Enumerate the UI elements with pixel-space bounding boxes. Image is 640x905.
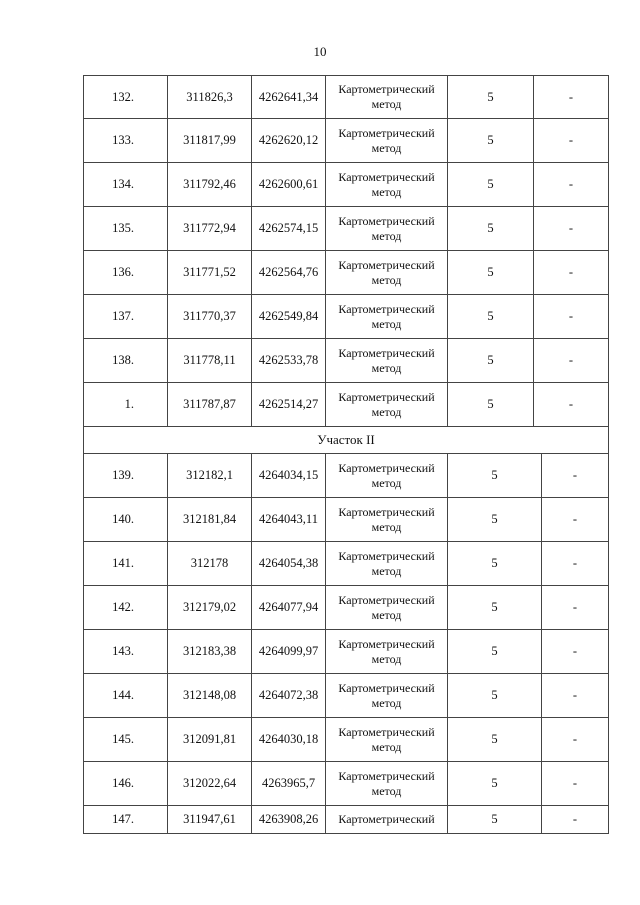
note-cell: - [568,221,574,235]
point-number-cell: 132. [84,76,168,118]
table-row [83,762,609,806]
note-cell: - [568,265,574,279]
point-number-cell: 133. [84,119,168,162]
point-number-cell: 139. [84,454,168,497]
x-coordinate-cell: 311770,37 [168,295,252,338]
note-cell: - [572,776,578,790]
x-coordinate-cell: 311772,94 [168,207,252,250]
y-coordinate-cell: 4264043,11 [252,498,326,541]
accuracy-cell: 5 [448,674,542,717]
y-coordinate-cell: 4262600,61 [252,163,326,206]
y-coordinate-cell: 4264054,38 [252,542,326,585]
section-title-row [83,427,609,454]
accuracy-cell: 5 [448,806,542,833]
y-coordinate-cell: 4264077,94 [252,586,326,629]
accuracy-cell: 5 [448,339,534,382]
method-cell: Картометрический метод [326,542,448,585]
method-cell: Картометрический метод [326,454,448,497]
point-number-cell: 137. [84,295,168,338]
point-number-cell: 136. [84,251,168,294]
accuracy-cell: 5 [448,542,542,585]
x-coordinate-cell: 311947,61 [168,806,252,833]
y-coordinate-cell: 4264072,38 [252,674,326,717]
accuracy-cell: 5 [448,251,534,294]
note-cell: - [572,512,578,526]
method-cell: Картометрический метод [326,674,448,717]
y-coordinate-cell: 4264099,97 [252,630,326,673]
point-number-cell: 144. [84,674,168,717]
table-row [83,454,609,498]
note-cell: - [572,468,578,482]
y-coordinate-cell: 4262620,12 [252,119,326,162]
point-number-cell: 140. [84,498,168,541]
accuracy-cell: 5 [448,119,534,162]
x-coordinate-cell: 312148,08 [168,674,252,717]
method-cell: Картометрический метод [326,586,448,629]
point-number-cell: 141. [84,542,168,585]
method-cell: Картометрический метод [326,383,448,426]
y-coordinate-cell: 4262564,76 [252,251,326,294]
method-cell: Картометрический метод [326,762,448,805]
note-cell: - [568,177,574,191]
accuracy-cell: 5 [448,454,542,497]
section-1-rows [83,75,609,427]
x-coordinate-cell: 312178 [168,542,252,585]
y-coordinate-cell: 4262549,84 [252,295,326,338]
accuracy-cell: 5 [448,207,534,250]
accuracy-cell: 5 [448,163,534,206]
method-cell: Картометрический метод [326,295,448,338]
table-row [83,251,609,295]
accuracy-cell: 5 [448,383,534,426]
x-coordinate-cell: 311826,3 [168,76,252,118]
method-cell: Картометрический метод [326,119,448,162]
method-cell: Картометрический [326,806,448,833]
point-number-cell: 134. [84,163,168,206]
point-number-cell: 145. [84,718,168,761]
point-number-cell: 147. [84,806,168,833]
point-number-cell: 142. [84,586,168,629]
table-row [83,163,609,207]
table-row [83,295,609,339]
note-cell: - [568,309,574,323]
table-row [83,383,609,427]
x-coordinate-cell: 312181,84 [168,498,252,541]
method-cell: Картометрический метод [326,498,448,541]
method-cell: Картометрический метод [326,76,448,118]
note-cell: - [568,89,574,104]
y-coordinate-cell: 4262641,34 [252,76,326,118]
y-coordinate-cell: 4263908,26 [252,806,326,833]
note-cell: - [572,732,578,746]
y-coordinate-cell: 4262574,15 [252,207,326,250]
note-cell: - [568,133,574,147]
y-coordinate-cell: 4264030,18 [252,718,326,761]
method-cell: Картометрический метод [326,630,448,673]
table-row [83,718,609,762]
x-coordinate-cell: 312183,38 [168,630,252,673]
y-coordinate-cell: 4262533,78 [252,339,326,382]
method-cell: Картометрический метод [326,251,448,294]
accuracy-cell: 5 [448,295,534,338]
note-cell: - [572,556,578,570]
table-row [83,630,609,674]
table-row [83,207,609,251]
accuracy-cell: 5 [448,498,542,541]
note-cell: - [572,600,578,614]
coordinates-table [83,75,609,834]
x-coordinate-cell: 312022,64 [168,762,252,805]
point-number-cell: 135. [84,207,168,250]
point-number-cell: 138. [84,339,168,382]
accuracy-cell: 5 [448,76,534,118]
x-coordinate-cell: 311778,11 [168,339,252,382]
table-row [83,75,609,119]
method-cell: Картометрический метод [326,207,448,250]
table-row [83,542,609,586]
y-coordinate-cell: 4262514,27 [252,383,326,426]
accuracy-cell: 5 [448,762,542,805]
accuracy-cell: 5 [448,586,542,629]
note-cell: - [568,353,574,367]
x-coordinate-cell: 311792,46 [168,163,252,206]
method-cell: Картометрический метод [326,163,448,206]
y-coordinate-cell: 4264034,15 [252,454,326,497]
accuracy-cell: 5 [448,630,542,673]
x-coordinate-cell: 311817,99 [168,119,252,162]
note-cell: - [572,688,578,702]
point-number-cell: 146. [84,762,168,805]
table-row [83,586,609,630]
x-coordinate-cell: 311787,87 [168,383,252,426]
note-cell: - [568,397,574,411]
x-coordinate-cell: 312182,1 [168,454,252,497]
point-number-cell: 1. [84,383,168,426]
point-number-cell: 143. [84,630,168,673]
table-row [83,806,609,834]
section-2-rows [83,454,609,834]
x-coordinate-cell: 312179,02 [168,586,252,629]
accuracy-cell: 5 [448,718,542,761]
method-cell: Картометрический метод [326,339,448,382]
table-row [83,339,609,383]
x-coordinate-cell: 312091,81 [168,718,252,761]
section-title: Участок II [317,432,375,447]
table-row [83,674,609,718]
table-row [83,498,609,542]
table-row [83,119,609,163]
note-cell: - [572,812,578,826]
y-coordinate-cell: 4263965,7 [252,762,326,805]
method-cell: Картометрический метод [326,718,448,761]
page-number: 10 [313,44,327,59]
x-coordinate-cell: 311771,52 [168,251,252,294]
note-cell: - [572,644,578,658]
